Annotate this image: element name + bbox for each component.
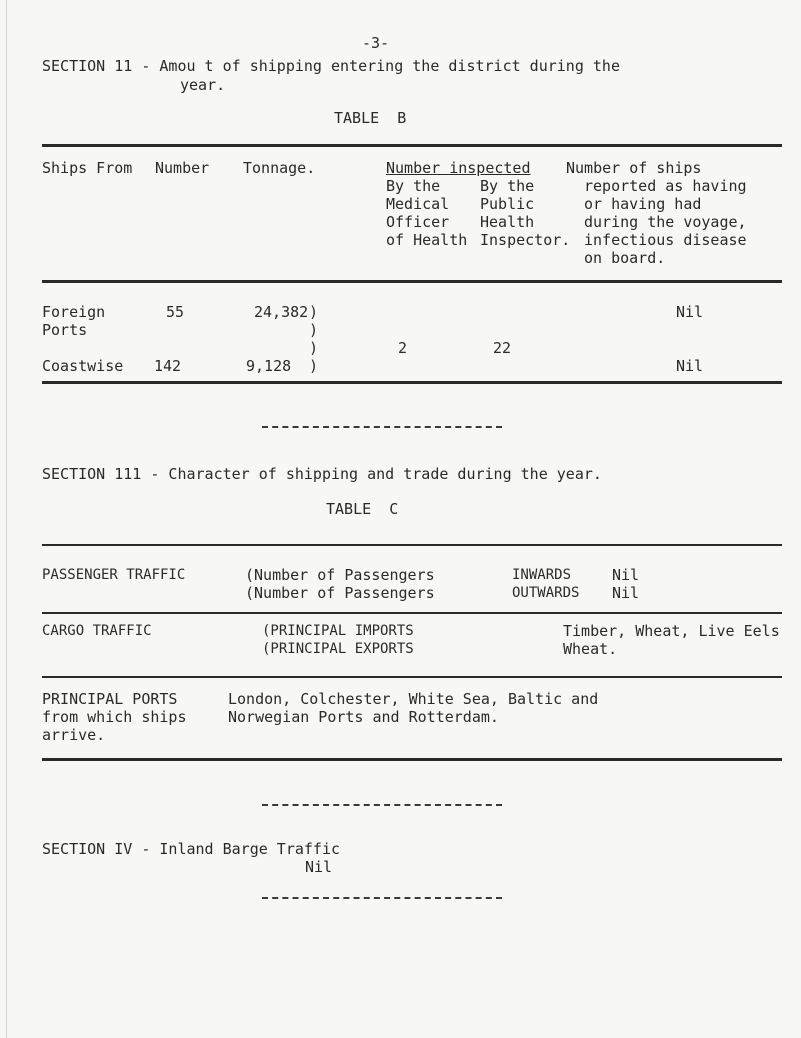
passenger-traffic-label: PASSENGER TRAFFIC xyxy=(42,567,186,583)
table-c-mid-rule-2 xyxy=(42,676,782,678)
inspected-mo-value: 2 xyxy=(398,339,408,357)
row-reported: Nil xyxy=(676,303,704,321)
header-reported-6: on board. xyxy=(584,249,666,267)
inspected-phi-value: 22 xyxy=(493,339,512,357)
section-4-heading: SECTION IV - Inland Barge Traffic xyxy=(42,840,341,858)
principal-ports-value-2: Norwegian Ports and Rotterdam. xyxy=(228,708,499,726)
header-by-mo-2: Medical xyxy=(386,195,450,213)
header-reported-4: during the voyage, xyxy=(584,213,747,231)
row-tonnage: 9,128 xyxy=(246,357,292,375)
header-ships-from: Ships From xyxy=(42,159,133,177)
header-by-mo-4: of Health xyxy=(386,231,468,249)
brace-top: ) xyxy=(309,303,319,321)
principal-ports-label-1: PRINCIPAL PORTS xyxy=(42,690,178,708)
outwards-label: OUTWARDS xyxy=(512,585,580,601)
header-tonnage: Tonnage. xyxy=(243,159,316,177)
principal-ports-label-2: from which ships xyxy=(42,708,187,726)
header-by-mo-1: By the xyxy=(386,177,441,195)
header-reported-2: reported as having xyxy=(584,177,747,195)
passenger-outwards-label: (Number of Passengers xyxy=(245,584,435,602)
outwards-value: Nil xyxy=(612,584,640,602)
section-3-heading: SECTION 111 - Character of shipping and trade during the year. xyxy=(42,465,602,483)
section-separator-2 xyxy=(262,804,502,806)
section-separator xyxy=(262,426,502,428)
inwards-value: Nil xyxy=(612,566,640,584)
principal-ports-value-1: London, Colchester, White Sea, Baltic and xyxy=(228,690,599,708)
row-number: 142 xyxy=(154,357,182,375)
inwards-label: INWARDS xyxy=(512,567,572,583)
page-number: -3- xyxy=(362,34,390,52)
table-c-mid-rule xyxy=(42,612,782,614)
header-number-inspected: Number inspected xyxy=(386,159,531,177)
table-b-header-rule xyxy=(42,280,782,283)
brace-bottom: ) xyxy=(309,357,319,375)
table-c-bottom-rule xyxy=(42,758,782,761)
header-by-phi-4: Inspector. xyxy=(480,231,571,249)
header-by-phi-1: By the xyxy=(480,177,535,195)
principal-exports-label: (PRINCIPAL EXPORTS xyxy=(262,641,414,657)
header-reported-5: infectious disease xyxy=(584,231,747,249)
header-reported-1: Number of ships xyxy=(566,159,702,177)
table-c-title: TABLE C xyxy=(326,500,399,518)
header-by-phi-3: Health xyxy=(480,213,535,231)
table-b-top-rule xyxy=(42,144,782,147)
section-2-heading-cont: year. xyxy=(180,76,226,94)
principal-imports-label: (PRINCIPAL IMPORTS xyxy=(262,623,414,639)
imports-value: Timber, Wheat, Live Eels xyxy=(563,622,780,640)
row-number: 55 xyxy=(166,303,185,321)
row-from-cont: Ports xyxy=(42,321,88,339)
table-c-top-rule xyxy=(42,544,782,546)
header-by-phi-2: Public xyxy=(480,195,535,213)
row-tonnage: 24,382 xyxy=(254,303,309,321)
row-reported: Nil xyxy=(676,357,704,375)
section-2-heading: SECTION 11 - Amou t of shipping entering the district during the xyxy=(42,57,620,75)
brace-mid2: ) xyxy=(309,339,319,357)
row-from: Foreign xyxy=(42,303,106,321)
header-by-mo-3: Officer xyxy=(386,213,450,231)
header-reported-3: or having had xyxy=(584,195,702,213)
header-number: Number xyxy=(155,159,210,177)
brace-mid: ) xyxy=(309,321,319,339)
table-b-bottom-rule xyxy=(42,381,782,384)
cargo-traffic-label: CARGO TRAFFIC xyxy=(42,623,152,639)
row-from: Coastwise xyxy=(42,357,124,375)
passenger-inwards-label: (Number of Passengers xyxy=(245,566,435,584)
section-separator-3 xyxy=(262,897,502,899)
exports-value: Wheat. xyxy=(563,640,618,658)
section-4-value: Nil xyxy=(305,858,333,876)
principal-ports-label-3: arrive. xyxy=(42,726,106,744)
table-b-title: TABLE B xyxy=(334,109,407,127)
page-margin-line xyxy=(6,0,7,1038)
